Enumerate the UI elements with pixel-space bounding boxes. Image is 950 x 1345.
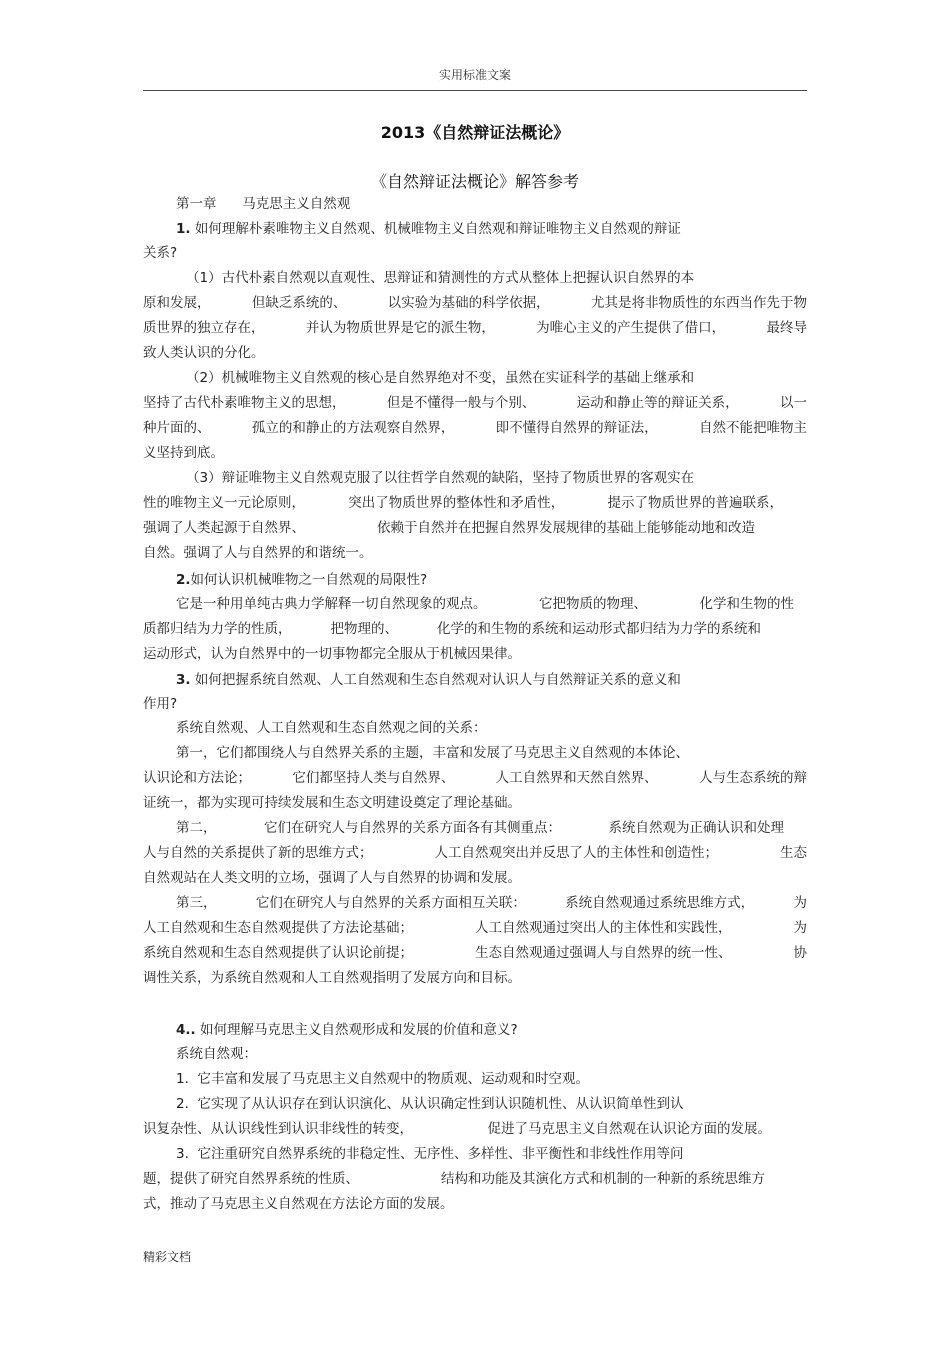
text-segment: 人工自然观突出并反思了人的主体性和创造性； — [434, 845, 718, 861]
paragraph-line — [143, 619, 761, 639]
paragraph-line: 致人类认识的分化。 — [143, 345, 265, 361]
page-header: 实用标准文案 — [438, 68, 511, 82]
paragraph-line: （1）古代朴素自然观以直观性、思辩证和猜测性的方式从整体上把握认识自然界的本 — [186, 270, 695, 286]
paragraph-line: 系统自然观、人工自然观和生态自然观之间的关系： — [176, 720, 487, 736]
paragraph-line — [143, 843, 807, 863]
chapter-name: 马克思主义自然观 — [242, 196, 351, 212]
text-segment: 但缺乏系统的、 — [251, 295, 347, 311]
question-number: 2. — [176, 572, 191, 588]
text-segment: 结构和功能及其演化方式和机制的一种新的系统思维方 — [441, 1171, 765, 1187]
paragraph-line: 证统一，都为实现可持续发展和生态文明建设奠定了理论基础。 — [143, 795, 521, 811]
paragraph-line — [143, 943, 807, 963]
text-segment: 它们在研究人与自然界的关系方面各有其侧重点： — [264, 820, 561, 836]
paragraph-line: 自然观站在人类文明的立场，强调了人与自然界的协调和发展。 — [143, 870, 521, 886]
paragraph-line — [143, 918, 807, 938]
text-segment: 协 — [793, 945, 807, 961]
paragraph-line — [143, 293, 807, 313]
text-segment: 为唯心主义的产生提供了借口， — [536, 320, 726, 336]
text-segment: 它们都坚持人类与自然界、 — [292, 770, 455, 786]
paragraph-line — [143, 493, 783, 513]
document-title: 2013《自然辩证法概论》 — [380, 123, 570, 142]
paragraph-line — [176, 818, 784, 838]
question-3 — [176, 670, 807, 690]
text-segment: 尤其是将非物质性的东西当作先于物 — [590, 295, 807, 311]
paragraph-line: 自然。强调了人与自然界的和谐统一。 — [143, 545, 373, 561]
question-3-cont: 作用? — [143, 696, 178, 712]
text-segment: 化学和生物的性 — [699, 596, 794, 612]
text-segment: 最终导 — [766, 320, 807, 336]
paragraph-line: 系统自然观： — [176, 1046, 257, 1062]
text-segment: 但是不懂得一般与个别、 — [386, 395, 536, 411]
paragraph-line — [143, 1169, 765, 1189]
question-number: 4.. — [176, 1022, 196, 1038]
paragraph-line: 运动形式，认为自然界中的一切事物都完全服从于机械因果律。 — [143, 646, 521, 662]
text-segment: 题，提供了研究自然界系统的性质、 — [143, 1171, 359, 1187]
list-item: 1. 它丰富和发展了马克思主义自然观中的物质观、运动观和时空观。 — [176, 1071, 589, 1087]
text-segment: 坚持了古代朴素唯物主义的思想， — [143, 395, 346, 411]
list-item: 3. 它注重研究自然界系统的非稳定性、无序性、多样性、非平衡性和非线性作用等问 — [176, 1146, 684, 1162]
paragraph-line — [176, 594, 794, 614]
text-segment: 强调了人类起源于自然界、 — [143, 520, 305, 536]
text-segment: 生态自然观通过强调人与自然界的统一性、 — [475, 945, 732, 961]
paragraph-line — [176, 893, 807, 913]
text-segment: 人与生态系统的辩 — [698, 770, 807, 786]
text-segment: 认识论和方法论； — [143, 770, 251, 786]
question-text: 如何把握系统自然观、人工自然观和生态自然观对认识人与自然辩证关系的意义和 — [194, 672, 681, 688]
text-segment: 它们在研究人与自然界的关系方面相互关联： — [255, 895, 526, 911]
paragraph-line — [143, 518, 755, 538]
question-number: 3. — [176, 672, 191, 688]
paragraph-line: 第一，它们都围绕人与自然界关系的主题，丰富和发展了马克思主义自然观的本体论、 — [176, 745, 689, 761]
text-segment: 系统自然观和生态自然观提供了认识论前提； — [143, 945, 413, 961]
paragraph-line — [143, 393, 807, 413]
paragraph-line — [143, 1119, 771, 1139]
text-segment: 第三， — [176, 895, 217, 911]
question-number: 1. — [176, 221, 191, 237]
question-text: 如何认识机械唯物之一自然观的局限性? — [190, 572, 428, 588]
text-segment: 识复杂性、从认识线性到认识非线性的转变， — [143, 1121, 413, 1137]
document-subtitle: 《自然辩证法概论》解答参考 — [370, 172, 579, 191]
header-rule — [143, 90, 807, 91]
paragraph-line — [143, 768, 807, 788]
text-segment: 系统自然观为正确认识和处理 — [608, 820, 784, 836]
text-segment: 以实验为基础的科学依据， — [387, 295, 550, 311]
text-segment: 人工自然观通过突出人的主体性和实践性， — [475, 920, 732, 936]
question-text: 如何理解朴素唯物主义自然观、机械唯物主义自然观和辩证唯物主义自然观的辩证 — [194, 221, 681, 237]
text-segment: 以一 — [779, 395, 807, 411]
paragraph-line: 调性关系，为系统自然观和人工自然观指明了发展方向和目标。 — [143, 970, 521, 986]
text-segment: 自然不能把唯物主 — [698, 420, 807, 436]
page-footer: 精彩文档 — [143, 1250, 192, 1264]
chapter-heading — [176, 194, 807, 214]
paragraph-line: 式，推动了马克思主义自然观在方法论方面的发展。 — [143, 1196, 454, 1212]
text-segment: 人与自然的关系提供了新的思维方式； — [143, 845, 373, 861]
text-segment: 它把物质的物理、 — [539, 596, 647, 612]
text-segment: 依赖于自然并在把握自然界发展规律的基础上能够能动地和改造 — [377, 520, 755, 536]
paragraph-line: （3）辩证唯物主义自然观克服了以往哲学自然观的缺陷，坚持了物质世界的客观实在 — [186, 470, 695, 486]
text-segment: 提示了物质世界的普遍联系， — [607, 495, 783, 511]
list-item: 2. 它实现了从认识存在到认识演化、从认识确定性到认识随机性、从认识简单性到认 — [176, 1096, 684, 1112]
text-segment: 为 — [793, 920, 807, 936]
question-text: 如何理解马克思主义自然观形成和发展的价值和意义? — [199, 1022, 518, 1038]
text-segment: 质都归结为力学的性质， — [143, 621, 292, 637]
question-2 — [176, 570, 807, 590]
question-4 — [176, 1020, 807, 1040]
text-segment: 系统自然观通过系统思维方式， — [565, 895, 755, 911]
text-segment: 原和发展， — [143, 295, 211, 311]
text-segment: 化学的和生物的系统和运动形式都归结为力学的系统和 — [437, 621, 761, 637]
text-segment: 性的唯物主义一元论原则， — [143, 495, 305, 511]
text-segment: 种片面的、 — [143, 420, 211, 436]
text-segment: 人工自然界和天然自然界、 — [495, 770, 658, 786]
question-1-cont: 关系? — [143, 245, 178, 261]
text-segment: 第二， — [176, 820, 217, 836]
text-segment: 把物理的、 — [330, 621, 398, 637]
text-segment: 人工自然观和生态自然观提供了方法论基础； — [143, 920, 413, 936]
text-segment: 质世界的独立存在， — [143, 320, 265, 336]
text-segment: 并认为物质世界是它的派生物， — [305, 320, 495, 336]
paragraph-line — [143, 418, 807, 438]
text-segment: 促进了马克思主义自然观在认识论方面的发展。 — [487, 1121, 771, 1137]
text-segment: 突出了物质世界的整体性和矛盾性， — [348, 495, 565, 511]
text-segment: 它是一种用单纯古典力学解释一切自然现象的观点。 — [176, 596, 487, 612]
text-segment: 运动和静止等的辩证关系， — [576, 395, 739, 411]
paragraph-line: 义坚持到底。 — [143, 445, 224, 461]
question-1 — [176, 219, 807, 239]
paragraph-line — [143, 318, 807, 338]
text-segment: 生态 — [780, 845, 807, 861]
text-segment: 孤立的和静止的方法观察自然界， — [251, 420, 455, 436]
text-segment: 即不懂得自然界的辩证法， — [495, 420, 658, 436]
paragraph-line: （2）机械唯物主义自然观的核心是自然界绝对不变，虽然在实证科学的基础上继承和 — [186, 370, 695, 386]
text-segment: 为 — [793, 895, 807, 911]
chapter-label: 第一章 — [176, 196, 217, 212]
